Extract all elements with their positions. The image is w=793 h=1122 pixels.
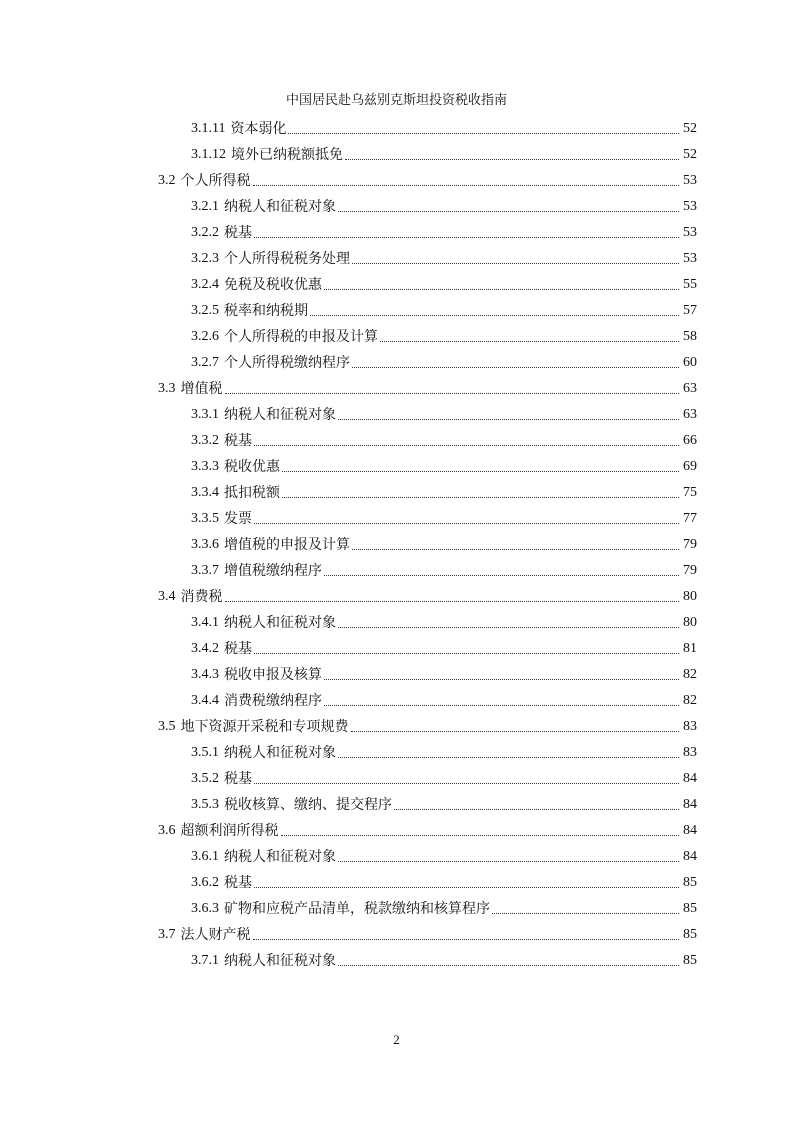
toc-entry-number: 3.2.1 <box>191 199 219 214</box>
toc-entry-page: 69 <box>683 459 697 474</box>
toc-dot-leader <box>254 444 679 446</box>
toc-dot-leader <box>254 522 679 524</box>
toc-entry[interactable] <box>191 116 697 138</box>
toc-dot-leader <box>338 860 679 862</box>
toc-entry-page: 84 <box>683 849 697 864</box>
running-header: 中国居民赴乌兹别克斯坦投资税收指南 <box>285 93 507 108</box>
toc-entry-title: 消费税 <box>180 589 223 605</box>
toc-entry-title: 个人所得税税务处理 <box>224 251 350 267</box>
toc-entry-title: 税基 <box>224 771 252 787</box>
toc-entry[interactable] <box>191 428 697 450</box>
toc-dot-leader <box>253 938 680 940</box>
toc-entry-number: 3.3.3 <box>191 459 219 474</box>
toc-entry-page: 60 <box>683 355 697 370</box>
toc-entry-title: 税基 <box>224 433 252 449</box>
toc-dot-leader <box>225 392 680 394</box>
toc-entry-number: 3.7 <box>158 927 176 942</box>
toc-entry-number: 3.3.2 <box>191 433 219 448</box>
toc-entry-number: 3.6.3 <box>191 901 219 916</box>
toc-entry[interactable] <box>191 454 697 476</box>
toc-dot-leader <box>324 574 679 576</box>
toc-entry-number: 3.2.4 <box>191 277 219 292</box>
toc-dot-leader <box>338 964 679 966</box>
toc-entry[interactable] <box>191 220 697 242</box>
toc-entry-title: 地下资源开采税和专项规费 <box>180 719 349 735</box>
toc-entry[interactable] <box>191 792 697 814</box>
toc-entry-page: 57 <box>683 303 697 318</box>
toc-entry-page: 53 <box>683 199 697 214</box>
toc-entry-number: 3.4.3 <box>191 667 219 682</box>
toc-entry-page: 85 <box>683 927 697 942</box>
toc-entry-page: 84 <box>683 823 697 838</box>
toc-entry-number: 3.4.2 <box>191 641 219 656</box>
toc-entry[interactable] <box>191 662 697 684</box>
toc-entry-number: 3.2.2 <box>191 225 219 240</box>
toc-entry-number: 3.6.2 <box>191 875 219 890</box>
toc-entry-title: 纳税人和征税对象 <box>224 849 336 865</box>
toc-entry-page: 66 <box>683 433 697 448</box>
toc-entry-title: 税基 <box>224 641 252 657</box>
toc-entry-page: 79 <box>683 563 697 578</box>
page-number: 2 <box>393 1032 400 1047</box>
toc-entry-number: 3.4.4 <box>191 693 219 708</box>
toc-entry-page: 85 <box>683 953 697 968</box>
toc-dot-leader <box>352 548 679 550</box>
toc-dot-leader <box>281 834 680 836</box>
toc-entry-page: 82 <box>683 693 697 708</box>
toc-entry-number: 3.3.5 <box>191 511 219 526</box>
toc-entry[interactable] <box>191 324 697 346</box>
toc-entry-number: 3.1.12 <box>191 147 226 162</box>
toc-entry-page: 85 <box>683 875 697 890</box>
toc-entry[interactable] <box>191 272 697 294</box>
toc-entry-number: 3.5.1 <box>191 745 219 760</box>
toc-entry-number: 3.3.6 <box>191 537 219 552</box>
toc-entry-page: 85 <box>683 901 697 916</box>
toc-entry[interactable] <box>158 922 697 944</box>
toc-entry-title: 发票 <box>224 511 252 527</box>
toc-entry[interactable] <box>158 818 697 840</box>
toc-entry[interactable] <box>191 610 697 632</box>
toc-entry-page: 82 <box>683 667 697 682</box>
toc-entry-number: 3.5.2 <box>191 771 219 786</box>
toc-dot-leader <box>324 704 679 706</box>
toc-dot-leader <box>380 340 679 342</box>
toc-dot-leader <box>351 730 680 732</box>
toc-entry-number: 3.3.4 <box>191 485 219 500</box>
toc-dot-leader <box>254 886 679 888</box>
toc-entry-title: 超额利润所得税 <box>180 823 279 839</box>
toc-entry-title: 税收优惠 <box>224 459 280 475</box>
toc-entry[interactable] <box>191 402 697 424</box>
toc-entry-number: 3.4 <box>158 589 176 604</box>
toc-dot-leader <box>338 756 679 758</box>
toc-entry[interactable] <box>191 246 697 268</box>
toc-dot-leader <box>352 262 679 264</box>
toc-dot-leader <box>338 210 679 212</box>
toc-dot-leader <box>338 626 679 628</box>
toc-entry[interactable] <box>158 714 697 736</box>
toc-entry-number: 3.2.3 <box>191 251 219 266</box>
toc-dot-leader <box>253 184 680 186</box>
toc-entry-page: 84 <box>683 771 697 786</box>
toc-dot-leader <box>352 366 679 368</box>
toc-entry[interactable] <box>191 948 697 970</box>
toc-dot-leader <box>394 808 679 810</box>
toc-entry-number: 3.6.1 <box>191 849 219 864</box>
toc-entry[interactable] <box>191 480 697 502</box>
toc-entry[interactable] <box>191 350 697 372</box>
toc-entry-page: 80 <box>683 615 697 630</box>
toc-entry[interactable] <box>191 870 697 892</box>
toc-dot-leader <box>324 678 679 680</box>
toc-entry[interactable] <box>191 506 697 528</box>
toc-entry-title: 税收核算、缴纳、提交程序 <box>224 797 392 813</box>
toc-entry-title: 抵扣税额 <box>224 485 280 501</box>
toc-entry-title: 税基 <box>224 225 252 241</box>
toc-entry-title: 纳税人和征税对象 <box>224 745 336 761</box>
toc-entry-page: 81 <box>683 641 697 656</box>
toc-entry-title: 增值税的申报及计算 <box>224 537 350 553</box>
toc-entry-title: 纳税人和征税对象 <box>224 953 336 969</box>
toc-entry-number: 3.3.7 <box>191 563 219 578</box>
toc-entry[interactable] <box>191 896 697 918</box>
toc-entry-page: 80 <box>683 589 697 604</box>
toc-entry[interactable] <box>191 194 697 216</box>
toc-entry-page: 52 <box>683 121 697 136</box>
toc-dot-leader <box>310 314 679 316</box>
toc-entry-number: 3.5.3 <box>191 797 219 812</box>
toc-entry-page: 63 <box>683 407 697 422</box>
toc-entry-number: 3.2.7 <box>191 355 219 370</box>
toc-entry-number: 3.7.1 <box>191 953 219 968</box>
toc-entry-page: 83 <box>683 719 697 734</box>
toc-entry[interactable] <box>191 298 697 320</box>
toc-entry-title: 法人财产税 <box>180 927 251 943</box>
toc-entry-page: 55 <box>683 277 697 292</box>
toc-entry-title: 纳税人和征税对象 <box>224 407 336 423</box>
toc-dot-leader <box>254 652 679 654</box>
toc-dot-leader <box>225 600 680 602</box>
toc-entry-page: 53 <box>683 225 697 240</box>
toc-entry-title: 个人所得税的申报及计算 <box>224 329 378 345</box>
toc-entry[interactable] <box>191 636 697 658</box>
toc-entry-title: 消费税缴纳程序 <box>224 693 322 709</box>
toc-entry-title: 境外已纳税额抵免 <box>231 147 343 163</box>
toc-entry[interactable] <box>191 844 697 866</box>
toc-entry-page: 84 <box>683 797 697 812</box>
toc-dot-leader <box>254 782 679 784</box>
toc-entry-page: 52 <box>683 147 697 162</box>
toc-entry-title: 纳税人和征税对象 <box>224 615 336 631</box>
toc-entry[interactable] <box>158 584 697 606</box>
toc-dot-leader <box>345 158 679 160</box>
toc-entry-page: 77 <box>683 511 697 526</box>
toc-entry[interactable] <box>191 766 697 788</box>
toc-entry[interactable] <box>158 376 697 398</box>
toc-dot-leader <box>254 236 679 238</box>
toc-entry-title: 矿物和应税产品清单，税款缴纳和核算程序 <box>224 901 490 917</box>
toc-entry-title: 资本弱化 <box>230 121 287 137</box>
toc-entry[interactable] <box>158 168 697 190</box>
toc-dot-leader <box>288 132 679 134</box>
toc-entry[interactable] <box>191 558 697 580</box>
toc-entry-page: 53 <box>683 173 697 188</box>
toc-entry-number: 3.2.5 <box>191 303 219 318</box>
toc-entry-title: 增值税 <box>180 381 223 397</box>
toc-dot-leader <box>324 288 679 290</box>
toc-entry-title: 个人所得税缴纳程序 <box>224 355 350 371</box>
toc-dot-leader <box>492 912 679 914</box>
toc-dot-leader <box>338 418 679 420</box>
toc-entry-page: 63 <box>683 381 697 396</box>
toc-entry-number: 3.6 <box>158 823 176 838</box>
toc-entry-title: 税率和纳税期 <box>224 303 308 319</box>
toc-entry-page: 83 <box>683 745 697 760</box>
toc-entry-page: 58 <box>683 329 697 344</box>
toc-entry[interactable] <box>191 740 697 762</box>
toc-entry[interactable] <box>191 532 697 554</box>
toc-entry-number: 3.2.6 <box>191 329 219 344</box>
toc-entry-page: 79 <box>683 537 697 552</box>
toc-entry-number: 3.2 <box>158 173 176 188</box>
toc-entry-title: 免税及税收优惠 <box>224 277 322 293</box>
toc-entry[interactable] <box>191 142 697 164</box>
toc-entry-number: 3.5 <box>158 719 176 734</box>
toc-entry-title: 税基 <box>224 875 252 891</box>
toc-entry-number: 3.4.1 <box>191 615 219 630</box>
toc-entry[interactable] <box>191 688 697 710</box>
toc-entry-number: 3.3.1 <box>191 407 219 422</box>
toc-entry-title: 个人所得税 <box>180 173 251 189</box>
toc-entry-number: 3.1.11 <box>191 121 226 136</box>
toc-entry-page: 53 <box>683 251 697 266</box>
toc-entry-title: 纳税人和征税对象 <box>224 199 336 215</box>
toc-dot-leader <box>282 470 679 472</box>
toc-entry-number: 3.3 <box>158 381 176 396</box>
toc-entry-title: 税收申报及核算 <box>224 667 322 683</box>
toc-entry-page: 75 <box>683 485 697 500</box>
toc-entry-title: 增值税缴纳程序 <box>224 563 322 579</box>
toc-dot-leader <box>282 496 679 498</box>
